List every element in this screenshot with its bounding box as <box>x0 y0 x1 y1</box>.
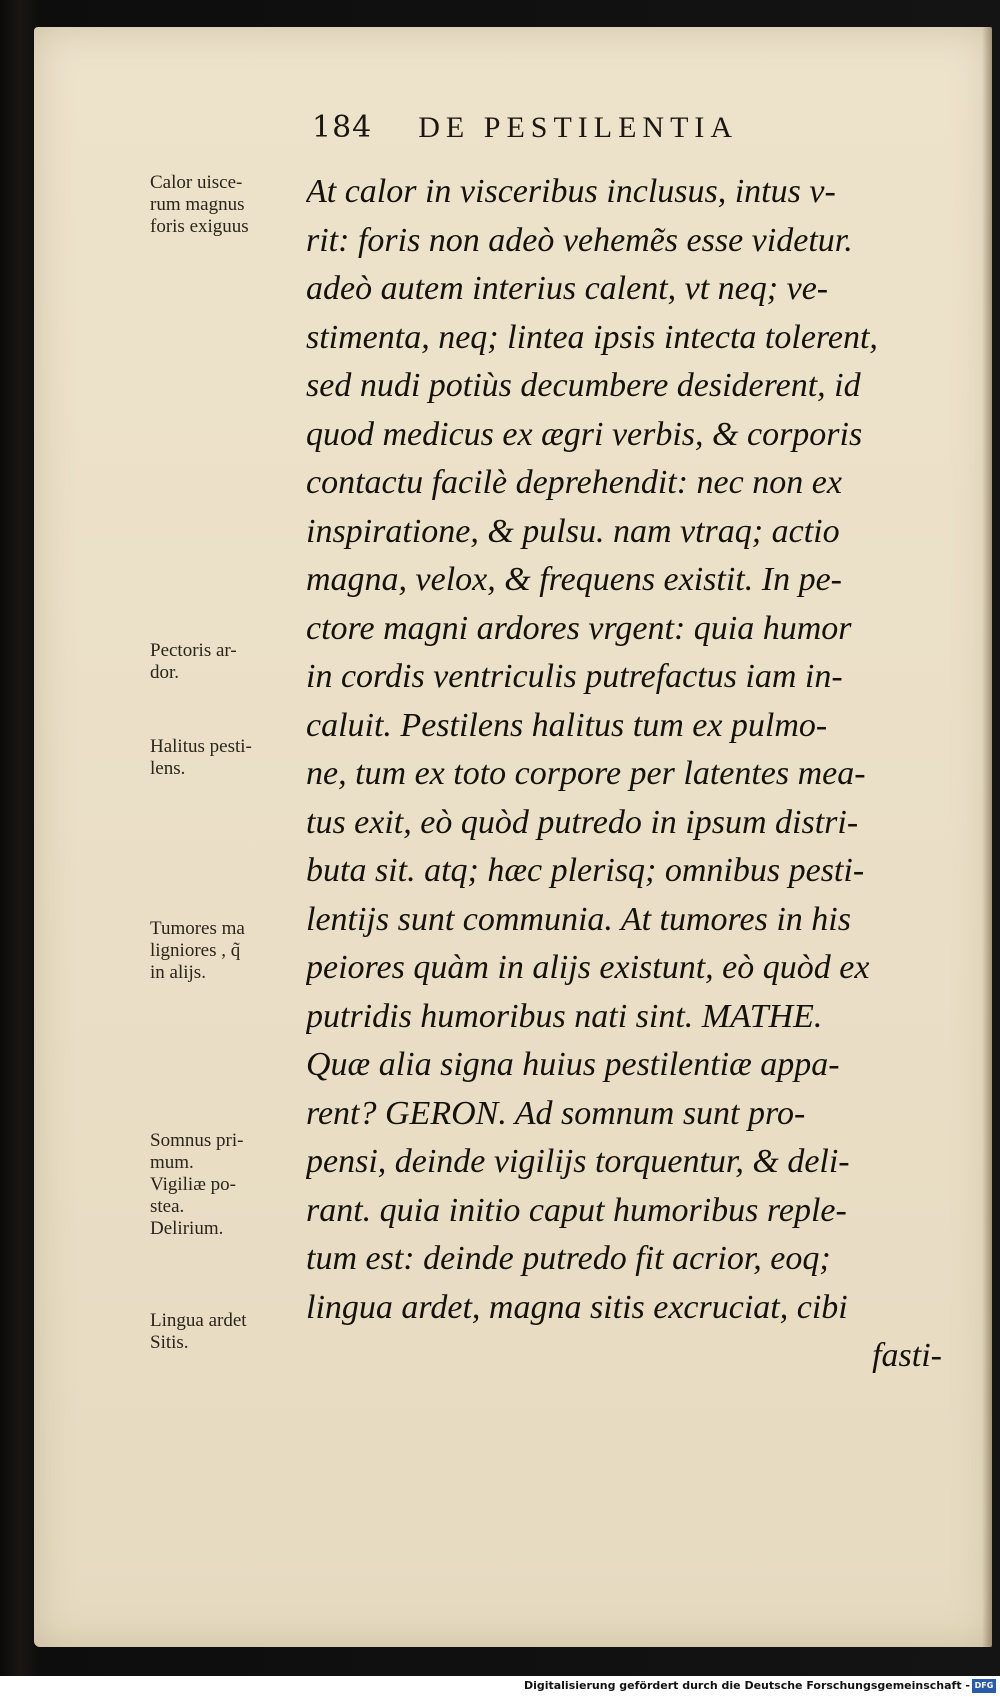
text-line: buta sit. atq; hæc plerisq; omnibus pesti- <box>306 852 865 889</box>
text-line: lingua ardet, magna sitis excruciat, cibi <box>306 1288 848 1326</box>
text-line: quod medicus ex ægri verbis, & corporis <box>306 415 863 453</box>
text-line: magna, velox, & frequens existit. In pe- <box>306 561 842 598</box>
text-line: in cordis ventriculis putrefactus iam in- <box>306 658 843 695</box>
marginal-note-somnus <box>150 1130 298 1240</box>
marginal-note-calor <box>150 172 298 238</box>
marginal-note-line: Delirium. <box>150 1218 224 1239</box>
marginal-note-pectoris <box>150 640 298 684</box>
marginal-note-line: Lingua ardet <box>150 1310 247 1331</box>
text-line: inspiratione, & pulsu. nam vtraq; actio <box>306 512 840 550</box>
running-title: DE PESTILENTIA <box>418 111 739 144</box>
text-line: tus exit, eò quòd putredo in ipsum distri- <box>306 803 859 841</box>
text-line: stimenta, neq; lintea ipsis intecta tolerent, <box>306 318 878 356</box>
text-line: rit: foris non adeò vehemẽs esse videtur. <box>306 221 853 259</box>
page-edge-shadow <box>982 27 992 1647</box>
marginal-note-line: Somnus pri- <box>150 1130 244 1151</box>
funding-credit: Digitalisierung gefördert durch die Deutsche Forschungsgemeinschaft - <box>523 1679 970 1692</box>
text-line: lentijs sunt communia. At tumores in his <box>306 900 851 938</box>
marginal-note-line: in alijs. <box>150 962 206 983</box>
marginal-note-line: Halitus pesti- <box>150 736 252 757</box>
text-line: rant. quia initio caput humoribus reple- <box>306 1191 847 1229</box>
text-line: ctore magni ardores vrgent: quia humor <box>306 609 852 647</box>
text-line: adeò autem interius calent, vt neq; ve- <box>306 270 829 307</box>
marginal-note-tumores <box>150 918 298 984</box>
marginal-note-line: Sitis. <box>150 1332 189 1353</box>
marginal-note-line: rum magnus <box>150 194 245 215</box>
text-line: sed nudi potiùs decumbere desiderent, id <box>306 367 861 404</box>
running-head <box>312 110 872 150</box>
marginal-note-line: Calor uisce- <box>150 172 243 193</box>
marginal-note-line: foris exiguus <box>150 216 249 237</box>
text-line: pensi, deinde vigilijs torquentur, & deli- <box>306 1143 850 1180</box>
text-line: peiores quàm in alijs existunt, eò quòd ex <box>306 949 870 986</box>
marginal-note-line: dor. <box>150 662 180 683</box>
text-line: At calor in visceribus inclusus, intus v- <box>306 173 836 210</box>
text-line: Quæ alia signa huius pestilentiæ appa- <box>306 1046 840 1083</box>
marginal-note-line: Pectoris ar- <box>150 640 237 661</box>
text-line: caluit. Pestilens halitus tum ex pulmo- <box>306 706 828 744</box>
marginal-note-line: lens. <box>150 758 186 779</box>
marginal-note-line: Tumores ma <box>150 918 245 939</box>
footer-bar <box>0 1676 1000 1697</box>
catchword: fasti- <box>872 1337 942 1374</box>
text-line: putridis humoribus nati sint. MATHE. <box>306 997 823 1035</box>
text-line: ne, tum ex toto corpore per latentes mea- <box>306 755 866 792</box>
marginal-note-line: stea. <box>150 1196 185 1217</box>
text-line: tum est: deinde putredo fit acrior, eoq; <box>306 1240 831 1277</box>
marginal-note-line: ligniores , q̃ <box>150 940 241 961</box>
marginal-note-lingua <box>150 1310 298 1354</box>
dfg-logo-icon: DFG <box>972 1679 996 1693</box>
marginal-note-line: Vigiliæ po- <box>150 1174 236 1195</box>
body-text <box>306 168 942 1381</box>
text-line: rent? GERON. Ad somnum sunt pro- <box>306 1094 806 1132</box>
marginal-note-line: mum. <box>150 1152 194 1173</box>
page-number: 184 <box>312 110 373 145</box>
text-line: contactu facilè deprehendit: nec non ex <box>306 464 842 501</box>
marginal-note-halitus <box>150 736 298 780</box>
